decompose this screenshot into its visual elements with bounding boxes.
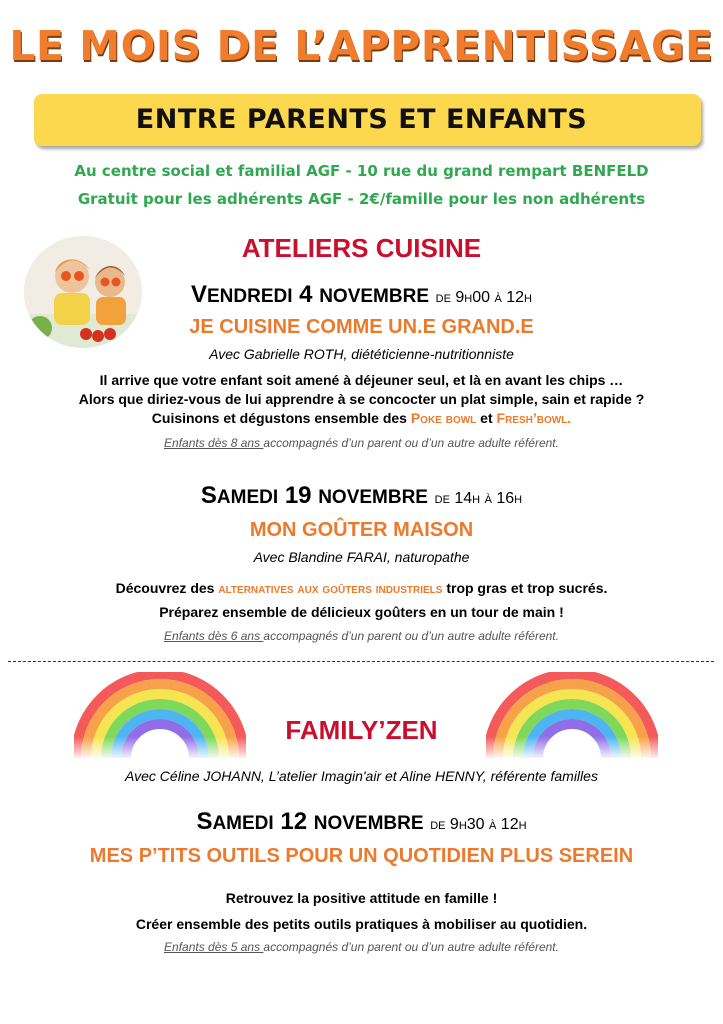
event1-date: VENDREDI 4 NOVEMBRE de 9h00 à 12h xyxy=(190,281,533,308)
section-divider xyxy=(8,661,714,662)
event3-text-1: Retrouvez la positive attitude en famille ! xyxy=(225,890,498,906)
pricing-line: Gratuit pour les adhérents AGF - 2€/famille pour les non adhérents xyxy=(77,190,646,208)
event3-age-note: Enfants dès 5 ans accompagnés d’un parent ou d’un autre adulte référent. xyxy=(164,940,559,954)
event3-text-2: Créer ensemble des petits outils pratiques à mobiliser au quotidien. xyxy=(135,916,588,932)
event2-date: SAMEDI 19 NOVEMBRE de 14h à 16h xyxy=(200,482,523,509)
page-title: LE MOIS DE L’APPRENTISSAGE xyxy=(9,22,714,70)
familyzen-heading: FAMILY’ZEN xyxy=(285,715,438,745)
familyzen-hosts: Avec Céline JOHANN, L’atelier Imagin'air et Aline HENNY, référente familles xyxy=(125,768,598,784)
event1-text-1: Il arrive que votre enfant soit amené à déjeuner seul, et là en avant les chips … xyxy=(99,372,624,388)
event1-text-2: Alors que diriez-vous de lui apprendre à se concocter un plat simple, sain et rapide ? xyxy=(78,391,645,407)
event1-host: Avec Gabrielle ROTH, diététicienne-nutritionniste xyxy=(209,346,514,362)
event1-text-3: Cuisinons et dégustons ensemble des Poke bowl et Fresh’bowl. xyxy=(151,410,572,426)
event1-age-note: Enfants dès 8 ans accompagnés d’un parent ou d’un autre adulte référent. xyxy=(164,436,559,450)
event3-title: MES P’TITS OUTILS POUR UN QUOTIDIEN PLUS SEREIN xyxy=(89,845,634,867)
event2-text-2: Préparez ensemble de délicieux goûters en un tour de main ! xyxy=(159,604,564,620)
location-line: Au centre social et familial AGF - 10 rue du grand rempart BENFELD xyxy=(74,162,649,180)
subtitle-banner-text: ENTRE PARENTS ET ENFANTS xyxy=(135,104,588,135)
event2-host: Avec Blandine FARAI, naturopathe xyxy=(253,549,470,565)
event3-date: SAMEDI 12 NOVEMBRE de 9h30 à 12h xyxy=(196,808,527,835)
event1-title: JE CUISINE COMME UN.E GRAND.E xyxy=(189,316,534,338)
event2-title: MON GOÛTER MAISON xyxy=(249,519,474,541)
event2-age-note: Enfants dès 6 ans accompagnés d’un parent ou d’un autre adulte référent. xyxy=(164,629,559,643)
cuisine-heading: ATELIERS CUISINE xyxy=(241,233,482,263)
event2-text-1: Découvrez des alternatives aux goûters industriels trop gras et trop sucrés. xyxy=(115,580,608,596)
